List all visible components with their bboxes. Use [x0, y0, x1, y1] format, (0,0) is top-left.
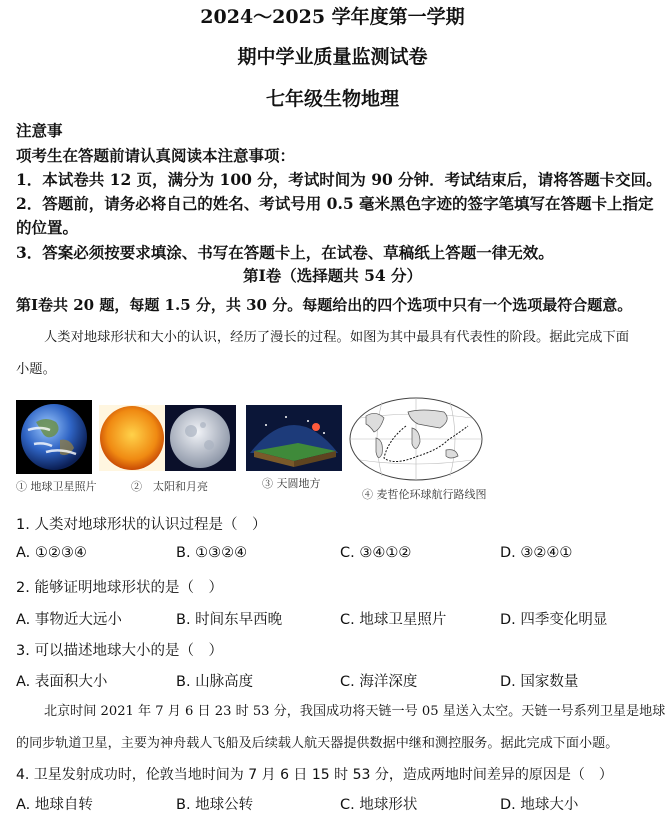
notice-heading: 注意事: [16, 121, 63, 140]
notice-item-3: 3．答案必须按要求填涂、书写在答题卡上，在试卷、草稿纸上答题一律无效。: [16, 243, 554, 262]
question-4-option-a[interactable]: A. 地球自转: [16, 797, 93, 813]
question-4-stem: 4. 卫星发射成功时，伦敦当地时间为 7 月 6 日 15 时 53 分，造成两地时间差异的原因是（ ）: [16, 767, 613, 783]
figure-caption-3: ③ 天圆地方: [262, 477, 321, 490]
notice-item-2a: 2．答题前，请务必将自己的姓名、考试号用 0.5 毫米黑色字迹的签字笔填写在答题卡上指定: [16, 194, 654, 213]
question-2-stem: 2. 能够证明地球形状的是（ ）: [16, 580, 223, 596]
passage1-line1: 人类对地球形状和大小的认识，经历了漫长的过程。如图为其中最具有代表性的阶段。据此完成下面: [44, 330, 630, 345]
question-3-option-a[interactable]: A. 表面积大小: [16, 674, 108, 690]
exam-title-line2: 期中学业质量监测试卷: [237, 46, 428, 68]
question-1-stem: 1. 人类对地球形状的认识过程是（ ）: [16, 517, 267, 533]
question-4-option-d[interactable]: D. 地球大小: [500, 797, 579, 813]
round-sky-square-earth-figure: [246, 405, 342, 471]
sun-moon-figure: [99, 405, 236, 471]
section-title: 第Ⅰ卷（选择题共 54 分）: [242, 266, 423, 285]
exam-title-line1: 2024～2025 学年度第一学期: [200, 6, 465, 28]
question-3-option-c[interactable]: C. 海洋深度: [340, 674, 418, 690]
question-2-option-c[interactable]: C. 地球卫星照片: [340, 612, 447, 628]
question-2-option-a[interactable]: A. 事物近大远小: [16, 612, 122, 628]
question-2-option-d[interactable]: D. 四季变化明显: [500, 612, 608, 628]
passage2-line1: 北京时间 2021 年 7 月 6 日 23 时 53 分，我国成功将天链一号 05 星送入太空。天链一号系列卫星是地球: [44, 704, 665, 719]
figure-caption-4: ④ 麦哲伦环球航行路线图: [362, 488, 487, 501]
question-4-option-b[interactable]: B. 地球公转: [176, 797, 254, 813]
figure-caption-2: ② 太阳和月亮: [131, 480, 208, 493]
question-4-option-c[interactable]: C. 地球形状: [340, 797, 418, 813]
passage2-line2: 的同步轨道卫星，主要为神舟载人飞船及后续载人航天器提供数据中继和测控服务。据此完成下面小题。: [16, 736, 619, 751]
section-instruction: 第Ⅰ卷共 20 题，每题 1.5 分，共 30 分。每题给出的四个选项中只有一个选项最符合题意。: [16, 296, 633, 314]
notice-item-1: 1．本试卷共 12 页，满分为 100 分，考试时间为 90 分钟．考试结束后，请将答题卡交回。: [16, 170, 662, 189]
figure-caption-1: ① 地球卫星照片: [16, 480, 97, 493]
question-1-option-b[interactable]: B. ①③②④: [176, 545, 248, 561]
question-1-option-d[interactable]: D. ③②④①: [500, 545, 573, 561]
question-1-option-a[interactable]: A. ①②③④: [16, 545, 87, 561]
earth-photo-figure: [16, 400, 92, 474]
notice-item-2b: 的位置。: [16, 218, 79, 237]
notice-intro: 项考生在答题前请认真阅读本注意事项：: [16, 146, 296, 165]
magellan-route-map-figure: [348, 396, 484, 482]
question-2-option-b[interactable]: B. 时间东早西晚: [176, 612, 283, 628]
question-3-option-d[interactable]: D. 国家数量: [500, 674, 579, 690]
question-3-stem: 3. 可以描述地球大小的是（ ）: [16, 643, 223, 659]
exam-title-line3: 七年级生物地理: [265, 88, 399, 110]
question-3-option-b[interactable]: B. 山脉高度: [176, 674, 254, 690]
passage1-line2: 小题。: [16, 362, 56, 377]
question-1-option-c[interactable]: C. ③④①②: [340, 545, 412, 561]
